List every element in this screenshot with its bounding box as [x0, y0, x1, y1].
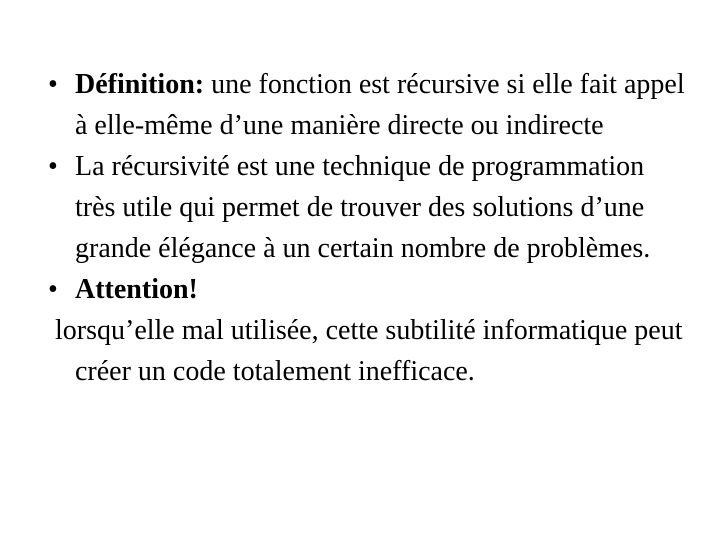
bullet-item-recursivity — [48, 146, 688, 269]
bullet-icon: • — [48, 151, 58, 182]
bullet-item-definition — [48, 64, 688, 146]
bullet-icon: • — [48, 274, 58, 305]
definition-text: une fonction est récursive si elle fait appel à elle-même d’une manière directe ou indirecte — [75, 69, 685, 141]
bullet-item-attention — [48, 269, 688, 310]
definition-label: Définition: — [75, 69, 205, 100]
recursivity-text: La récursivité est une technique de programmation très utile qui permet de trouver des solutions d’une grande élégance à un certain nombre de problèmes. — [75, 151, 651, 264]
slide-content — [48, 64, 688, 392]
attention-label: Attention! — [75, 274, 198, 305]
bullet-icon: • — [48, 69, 58, 100]
attention-note: lorsqu’elle mal utilisée, cette subtilité informatique peut créer un code totalement inefficace. — [55, 315, 683, 387]
